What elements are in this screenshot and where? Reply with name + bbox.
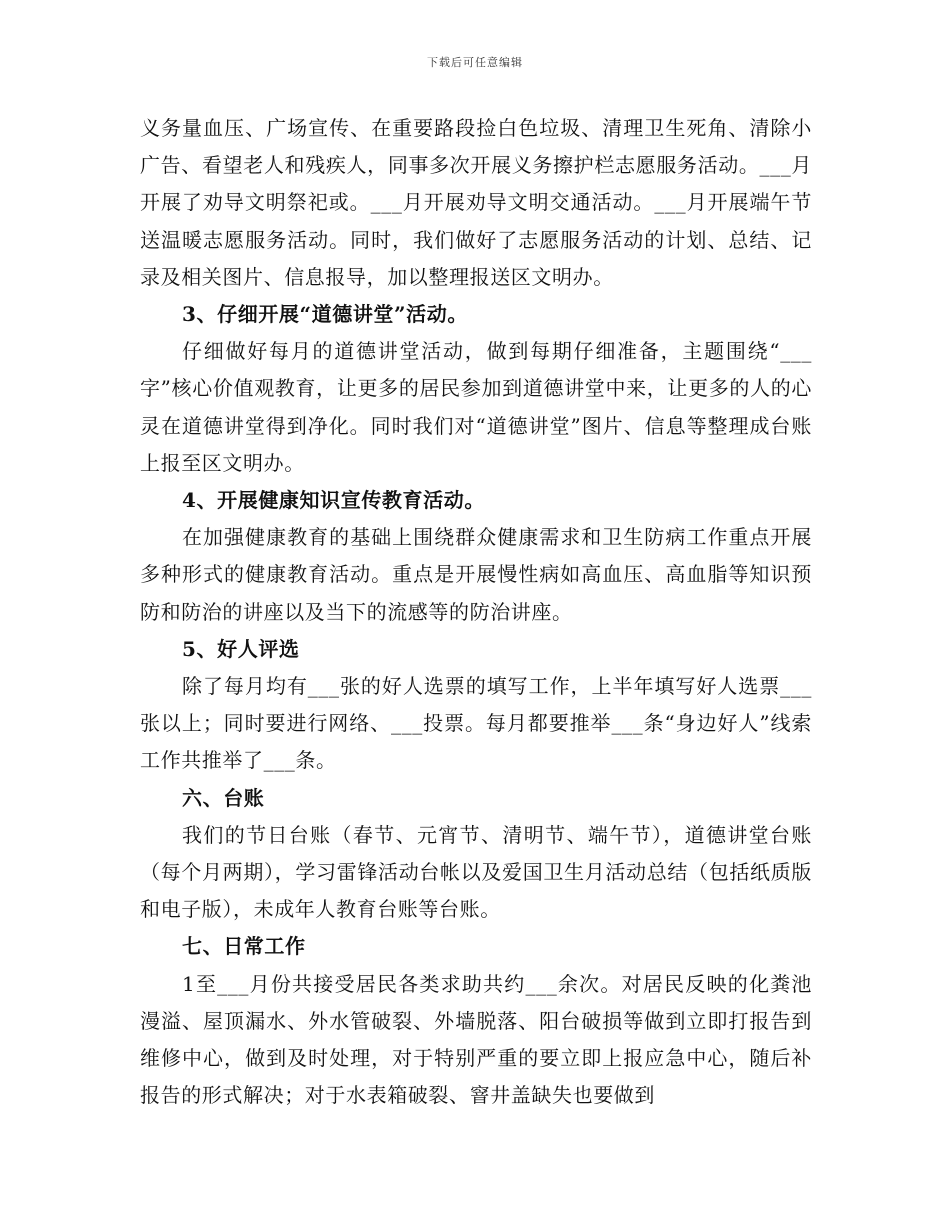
- section-heading-5: 5、好人评选: [182, 636, 300, 661]
- document-body: [140, 110, 812, 1114]
- header-note: 下载后可任意编辑: [427, 56, 523, 69]
- paragraph-1: 义务量血压、广场宣传、在重要路段捡白色垃圾、清理卫生死角、清除小广告、看望老人和残疾人，同事多次开展义务擦护栏志愿服务活动。___月开展了劝导文明祭祀或。___月开展劝导文明交通活动。___月开展端午节送温暖志愿服务活动。同时，我们做好了志愿服务活动的计划、总结、记录及相关图片、信息报导，加以整理报送区文明办。: [140, 116, 812, 289]
- paragraph-3: 在加强健康教育的基础上围绕群众健康需求和卫生防病工作重点开展多种形式的健康教育活动。重点是开展慢性病如高血压、高血脂等知识预防和防治的讲座以及当下的流感等的防治讲座。: [140, 525, 812, 624]
- section-heading-4: 4、开展健康知识宣传教育活动。: [182, 488, 485, 513]
- section-heading-6: 六、台账: [182, 785, 265, 810]
- section-heading-3: 3、仔细开展“道德讲堂”活动。: [182, 302, 468, 327]
- paragraph-2: 仔细做好每月的道德讲堂活动，做到每期仔细准备，主题围绕“___字”核心价值观教育，让更多的居民参加到道德讲堂中来，让更多的人的心灵在道德讲堂得到净化。同时我们对“道德讲堂”图片、信息等整理成台账上报至区文明办。: [140, 339, 812, 475]
- paragraph-5: 我们的节日台账（春节、元宵节、清明节、端午节），道德讲堂台账（每个月两期），学习雷锋活动台帐以及爱国卫生月活动总结（包括纸质版和电子版），未成年人教育台账等台账。: [140, 822, 812, 922]
- paragraph-4: 除了每月均有___张的好人选票的填写工作，上半年填写好人选票___张以上；同时要进行网络、___投票。每月都要推举___条“身边好人”线索工作共推举了___条。: [140, 674, 812, 773]
- paragraph-6: 1至___月份共接受居民各类求助共约___余次。对居民反映的化粪池漫溢、屋顶漏水、外水管破裂、外墙脱落、阳台破损等做到立即打报告到维修中心，做到及时处理，对于特别严重的要立即上报应急中心，随后补报告的形式解决；对于水表箱破裂、窨井盖缺失也要做到: [140, 971, 812, 1108]
- section-heading-7: 七、日常工作: [182, 934, 306, 959]
